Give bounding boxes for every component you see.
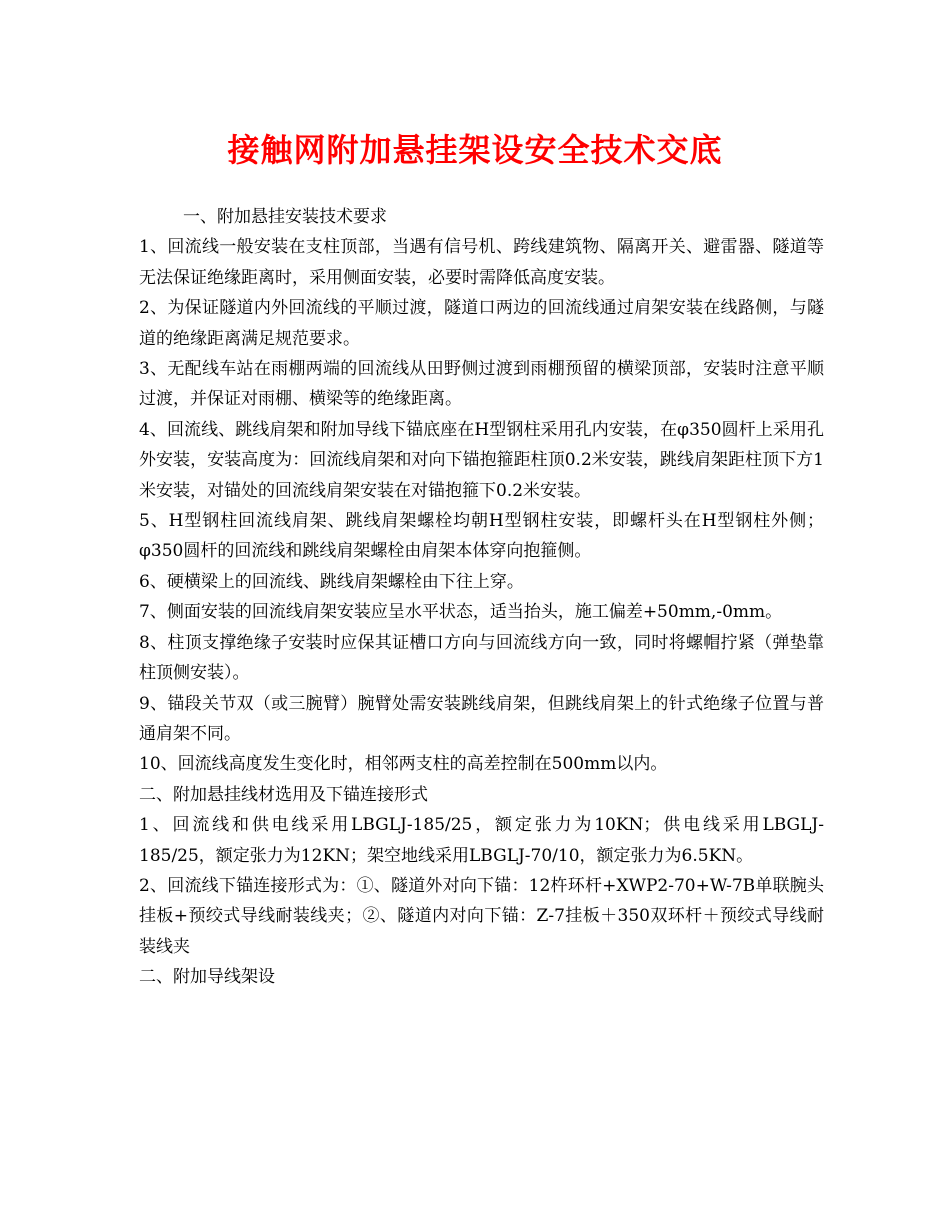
body-paragraph: 10、回流线高度发生变化时，相邻两支柱的高差控制在500mm以内。 (139, 754, 668, 775)
body-paragraph: 3、无配线车站在雨棚两端的回流线从田野侧过渡到雨棚预留的横梁顶部，安装时注意平顺过渡，并保证对雨棚、横梁等的绝缘距离。 (139, 359, 824, 410)
document-title: 接触网附加悬挂架设安全技术交底 (227, 131, 723, 169)
body-paragraph: 5、H型钢柱回流线肩架、跳线肩架螺栓均朝H型钢柱安装，即螺杆头在H型钢柱外侧；φ350圆杆的回流线和跳线肩架螺栓由肩架本体穿向抱箍侧。 (139, 511, 824, 562)
body-paragraph: 4、回流线、跳线肩架和附加导线下锚底座在H型钢柱采用孔内安装，在φ350圆杆上采用孔外安装，安装高度为：回流线肩架和对向下锚抱箍距柱顶0.2米安装，跳线肩架距柱顶下方1米安装，对锚处的回流线肩架安装在对锚抱箍下0.2米安装。 (139, 419, 824, 501)
body-paragraph: 2、回流线下锚连接形式为：①、隧道外对向下锚：12杵环杆+XWP2-70+W-7B单联腕头挂板+预绞式导线耐装线夹；②、隧道内对向下锚：Z-7挂板＋350双环杆＋预绞式导线耐装线夹 (139, 875, 824, 957)
body-paragraph: 8、柱顶支撑绝缘子安装时应保其证槽口方向与回流线方向一致，同时将螺帽拧紧（弹垫靠柱顶侧安装）。 (139, 632, 824, 684)
body-paragraph: 9、锚段关节双（或三腕臂）腕臂处需安装跳线肩架，但跳线肩架上的针式绝缘子位置与普通肩架不同。 (139, 693, 824, 744)
document-body (139, 202, 824, 993)
body-paragraph: 6、硬横梁上的回流线、跳线肩架螺栓由下往上穿。 (139, 571, 524, 592)
section-heading: 二、附加导线架设 (139, 967, 275, 988)
section-heading: 一、附加悬挂安装技术要求 (183, 207, 387, 227)
body-paragraph: 2、为保证隧道内外回流线的平顺过渡，隧道口两边的回流线通过肩架安装在线路侧，与隧道的绝缘距离满足规范要求。 (139, 298, 824, 349)
body-paragraph: 1、回流线一般安装在支柱顶部，当遇有信号机、跨线建筑物、隔离开关、避雷器、隧道等无法保证绝缘距离时，采用侧面安装，必要时需降低高度安装。 (139, 237, 824, 288)
body-paragraph: 7、侧面安装的回流线肩架安装应呈水平状态，适当抬头，施工偏差+50mm,-0mm。 (139, 602, 783, 623)
section-heading: 二、附加悬挂线材选用及下锚连接形式 (139, 784, 428, 805)
body-paragraph: 1、回流线和供电线采用LBGLJ-185/25，额定张力为10KN；供电线采用LBGLJ-185/25，额定张力为12KN；架空地线采用LBGLJ-70/10，额定张力为6.5KN。 (139, 815, 824, 866)
